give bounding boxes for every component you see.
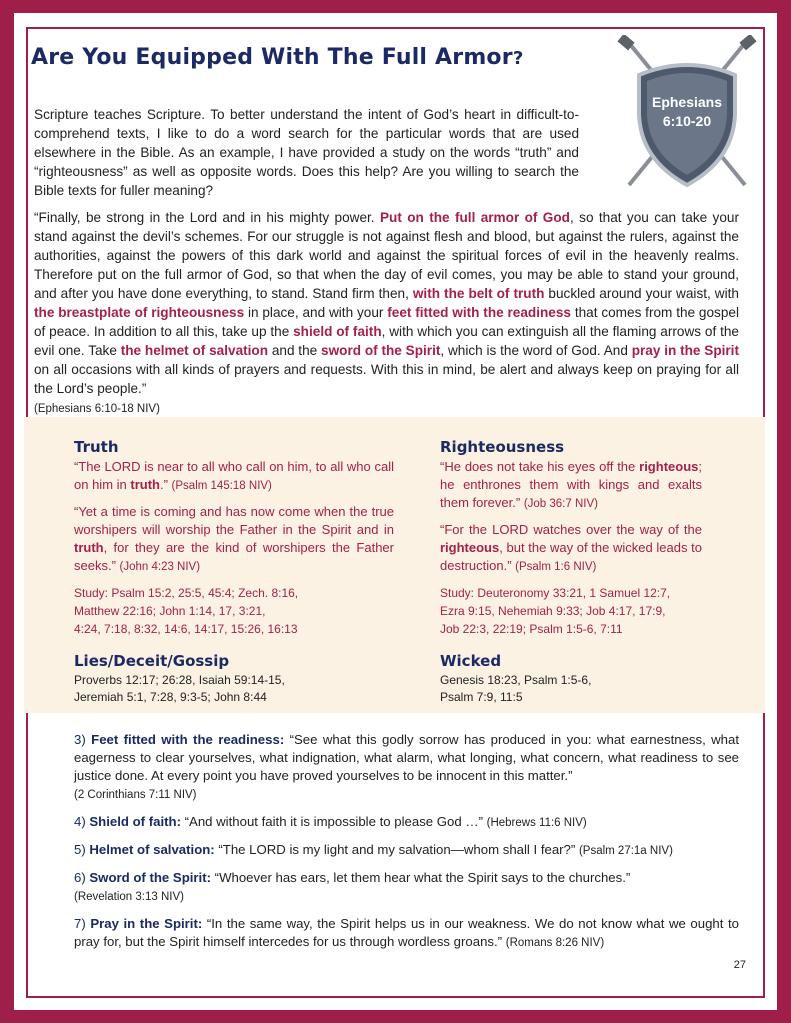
righteousness-heading: Righteousness — [440, 438, 565, 456]
wicked-block — [440, 652, 591, 706]
list-item: 6) Sword of the Spirit: “Whoever has ears, let them hear what the Spirit says to the churches.” (Revelation 3:13 NIV) — [74, 870, 631, 903]
righteousness-column — [440, 438, 702, 638]
page-title: Are You Equipped With The Full Armor? — [31, 45, 524, 70]
truth-verse-1: “The LORD is near to all who call on him, to all who call on him in truth.” (Psalm 145:18 NIV) — [74, 459, 394, 492]
list-item: 3) Feet fitted with the readiness: “See what this godly sorrow has produced in you: what earnestness, what eagerness to clear yourselves, what indignation, what alarm, what longing, what concern, what readiness to see justice done. At every point you have proved yourselves to be innocent in this matter.” (2 Corinthians 7:11 NIV) — [74, 732, 740, 801]
list-item: 7) Pray in the Spirit: “In the same way, the Spirit helps us in our weakness. We do not know what we ought to pray for, but the Spirit himself intercedes for us through wordless groans.” (Romans 8:26 NIV) — [74, 916, 739, 949]
armor-items-list — [74, 731, 739, 961]
righteousness-verse-1: “He does not take his eyes off the righteous; he enthrones them with kings and exalts them forever.” (Job 36:7 NIV) — [440, 459, 702, 510]
shield-line-2: 6:10-20 — [662, 113, 712, 129]
lies-heading: Lies/Deceit/Gossip — [74, 652, 230, 670]
page-number: 27 — [733, 959, 746, 971]
lies-references: Proverbs 12:17; 26:28, Isaiah 59:14-15, Jeremiah 5:1, 7:28, 9:3-5; John 8:44 — [74, 673, 285, 704]
truth-study-list: Study: Psalm 15:2, 25:5, 45:4; Zech. 8:16, Matthew 22:16; John 1:14, 17, 3:21, 4:24, 7:18, 8:32, 14:6, 14:17, 15:26, 16:13 — [74, 586, 299, 636]
truth-column — [74, 438, 394, 638]
ephesians-quote: “Finally, be strong in the Lord and in his mighty power. Put on the full armor of God, so that you can take your stand against the devil’s schemes. For our struggle is not against flesh and blood, but against the rulers, against the authorities, against the powers of this dark world and against the spiritual forces of evil in the heavenly realms. Therefore put on the full armor of God, so that when the day of evil comes, you may be able to stand your ground, and after you have done everything, to stand. Stand firm then, with the belt of truth buckled around your waist, with the breastplate of righteousness in place, and with your feet fitted with the readiness that comes from the gospel of peace. In addition to all this, take up the shield of faith, with which you can extinguish all the flaming arrows of the evil one. Take the helmet of salvation and the sword of the Spirit, which is the word of God. And pray in the Spirit on all occasions with all kinds of prayers and requests. With this in mind, be alert and always keep on praying for all the Lord’s people.” (Ephesians 6:10-18 NIV) — [34, 210, 739, 415]
righteousness-study-list: Study: Deuteronomy 33:21, 1 Samuel 12:7, Ezra 9:15, Nehemiah 9:33; Job 4:17, 17:9, Job 22:3, 22:19; Psalm 1:5-6, 7:11 — [440, 586, 671, 636]
shield-line-1: Ephesians — [651, 94, 723, 110]
wicked-references: Genesis 18:23, Psalm 1:5-6, Psalm 7:9, 11:5 — [440, 673, 592, 704]
list-item: 5) Helmet of salvation: “The LORD is my light and my salvation—whom shall I fear?” (Psalm 27:1a NIV) — [74, 842, 673, 857]
quote-reference: (Ephesians 6:10-18 NIV) — [34, 403, 160, 415]
list-item: 4) Shield of faith: “And without faith it is impossible to please God …” (Hebrews 11:6 NIV) — [74, 814, 587, 829]
armor-shield-icon — [617, 35, 757, 195]
lies-block — [74, 652, 285, 706]
truth-verse-2: “Yet a time is coming and has now come when the true worshipers will worship the Father in the Spirit and in truth, for they are the kind of worshipers the Father seeks.” (John 4:23 NIV) — [74, 504, 394, 573]
intro-paragraph: Scripture teaches Scripture. To better understand the intent of God’s heart in difficult-to-comprehend texts, I like to do a word search for the particular words that are used elsewhere in the Bible. As an example, I have provided a study on the words “truth” and “righteousness” as well as opposite words. Does this help? Are you willing to search the Bible texts for fuller meaning? — [34, 107, 579, 198]
righteousness-verse-2: “For the LORD watches over the way of the righteous, but the way of the wicked leads to destruction.” (Psalm 1:6 NIV) — [440, 522, 702, 573]
truth-heading: Truth — [74, 438, 119, 456]
wicked-heading: Wicked — [440, 652, 502, 670]
